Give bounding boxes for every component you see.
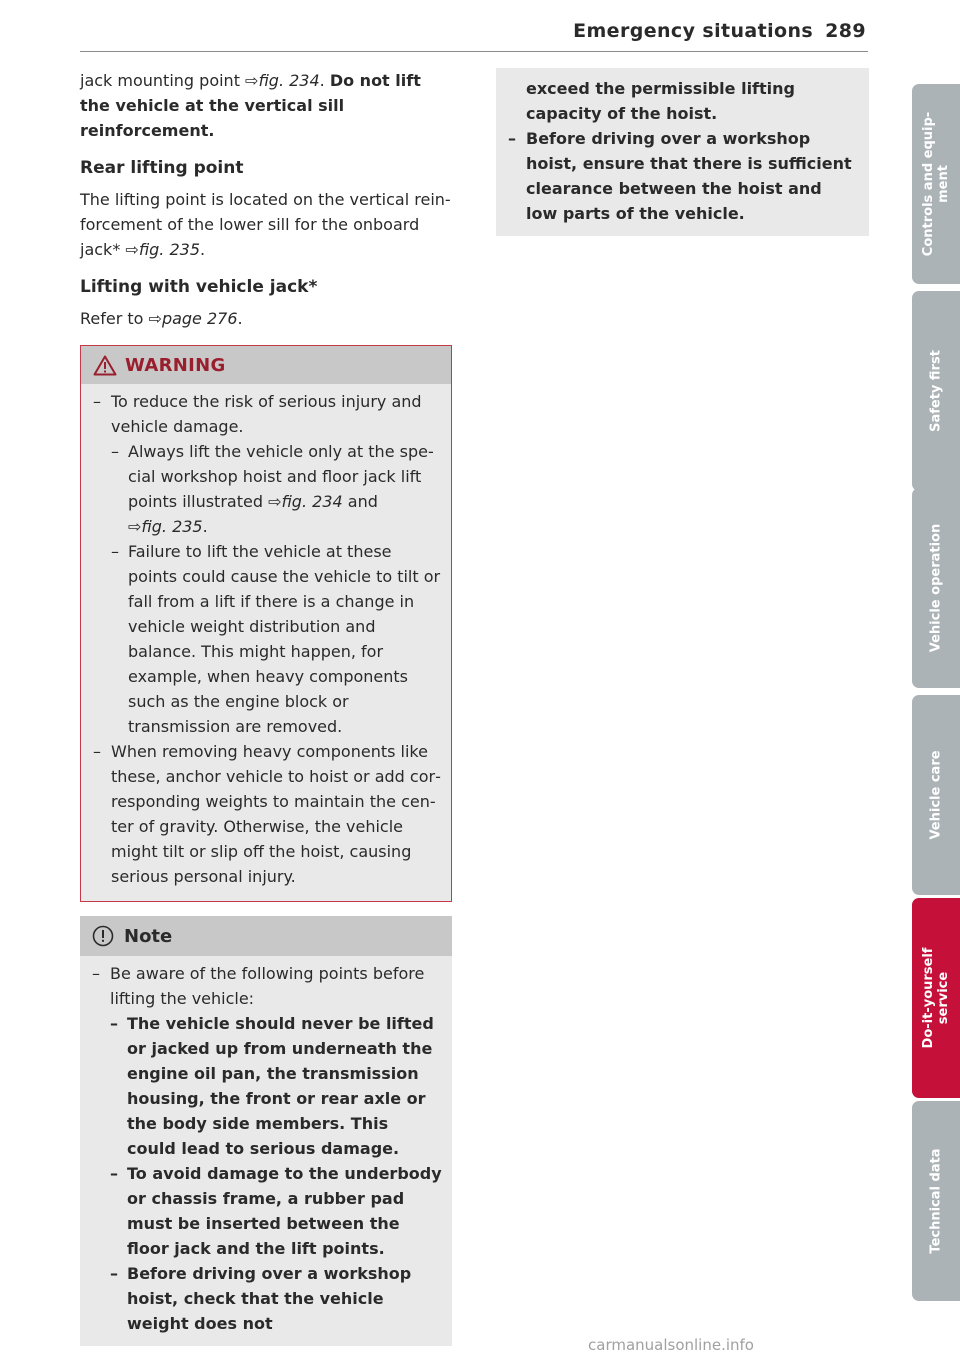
page-276-link[interactable]: ⇨page 276 [148,309,238,328]
warning-title: WARNING [125,354,226,376]
rear-lifting-heading: Rear lifting point [80,158,244,178]
chapter-tab-label: Vehicle operation [928,523,944,653]
exclamation-circle-icon [92,925,114,947]
fig-235-link[interactable]: ⇨fig. 235 [125,240,201,259]
vehicle-jack-text: Refer to ⇨page 276. [80,309,243,328]
fig-234-link[interactable]: ⇨fig. 234 [245,71,320,90]
fig-234-link[interactable]: ⇨fig. 234 [268,492,343,511]
warning-list [81,384,451,901]
page-number: 289 [825,20,866,42]
list-item-continued: exceed the permissible lifting capacity of the hoist. [526,79,795,123]
chapter-tab-label: Safety first [928,350,944,432]
intro-paragraph: jack mounting point ⇨fig. 234. Do not lift the vehicle at the vertical sill reinforcement. [80,71,421,140]
chapter-tab[interactable] [912,84,960,284]
chapter-tab[interactable] [912,695,960,895]
section-title: Emergency situations [573,20,814,42]
list-item: – To avoid damage to the underbody or chassis frame, a rubber pad must be inserted between the floor jack and the lift points. [110,1164,442,1258]
note-title: Note [124,925,173,947]
list-item: – Be aware of the following points before lifting the vehicle: [92,964,425,1008]
chapter-tab-label: Technical data [928,1148,944,1254]
warning-box [80,345,452,902]
list-item: – Before driving over a workshop hoist, ensure that there is sufficient clearance between the hoist and low parts of the vehicle. [508,129,852,223]
watermark: carmanualsonline.info [588,1336,754,1354]
list-item: – Before driving over a workshop hoist, check that the vehicle weight does not [110,1264,412,1333]
warning-header [81,346,451,384]
chapter-tab[interactable] [912,291,960,491]
warning-triangle-icon [93,355,117,376]
list-item: – Failure to lift the vehicle at these points could cause the vehicle to tilt or fall from a lift if there is a change in vehicle weight distribution and balance. This might happen, for example, when heavy components such as the engine block or transmission are removed. [111,542,441,736]
note-continuation [496,68,869,236]
running-header [573,20,866,42]
list-item: – To reduce the risk of serious injury and vehicle damage. [93,392,422,436]
note-box [80,916,452,1346]
left-column [80,68,452,1346]
chapter-tab[interactable] [912,488,960,688]
chapter-tab[interactable] [912,1101,960,1301]
vehicle-jack-heading: Lifting with vehicle jack* [80,277,318,297]
rear-lifting-text: The lifting point is located on the vertical reinforcement of the lower sill for the onboard jack* ⇨fig. 235. [80,190,451,259]
chapter-tab-label: Controls and equip- ment [921,111,951,257]
fig-235-link[interactable]: ⇨fig. 235 [128,517,203,536]
right-column [496,68,869,236]
list-item: – The vehicle should never be lifted or jacked up from underneath the engine oil pan, the transmission housing, the front or rear axle or the body side members. This could lead to serious damage. [110,1014,434,1158]
header-rule [80,51,868,52]
list-item: – Always lift the vehicle only at the special workshop hoist and floor jack lift points illustrated ⇨fig. 234 and ⇨fig. 235. [111,442,434,536]
note-list [80,956,452,1346]
chapter-tab[interactable] [912,898,960,1098]
chapter-tab-label: Do-it-yourself service [921,947,951,1049]
note-header [80,916,452,956]
chapter-tab-label: Vehicle care [928,750,944,840]
list-item: – When removing heavy components like these, anchor vehicle to hoist or add corresponding weights to maintain the center of gravity. Otherwise, the vehicle might tilt or slip off the hoist, causing serious personal injury. [93,742,441,886]
